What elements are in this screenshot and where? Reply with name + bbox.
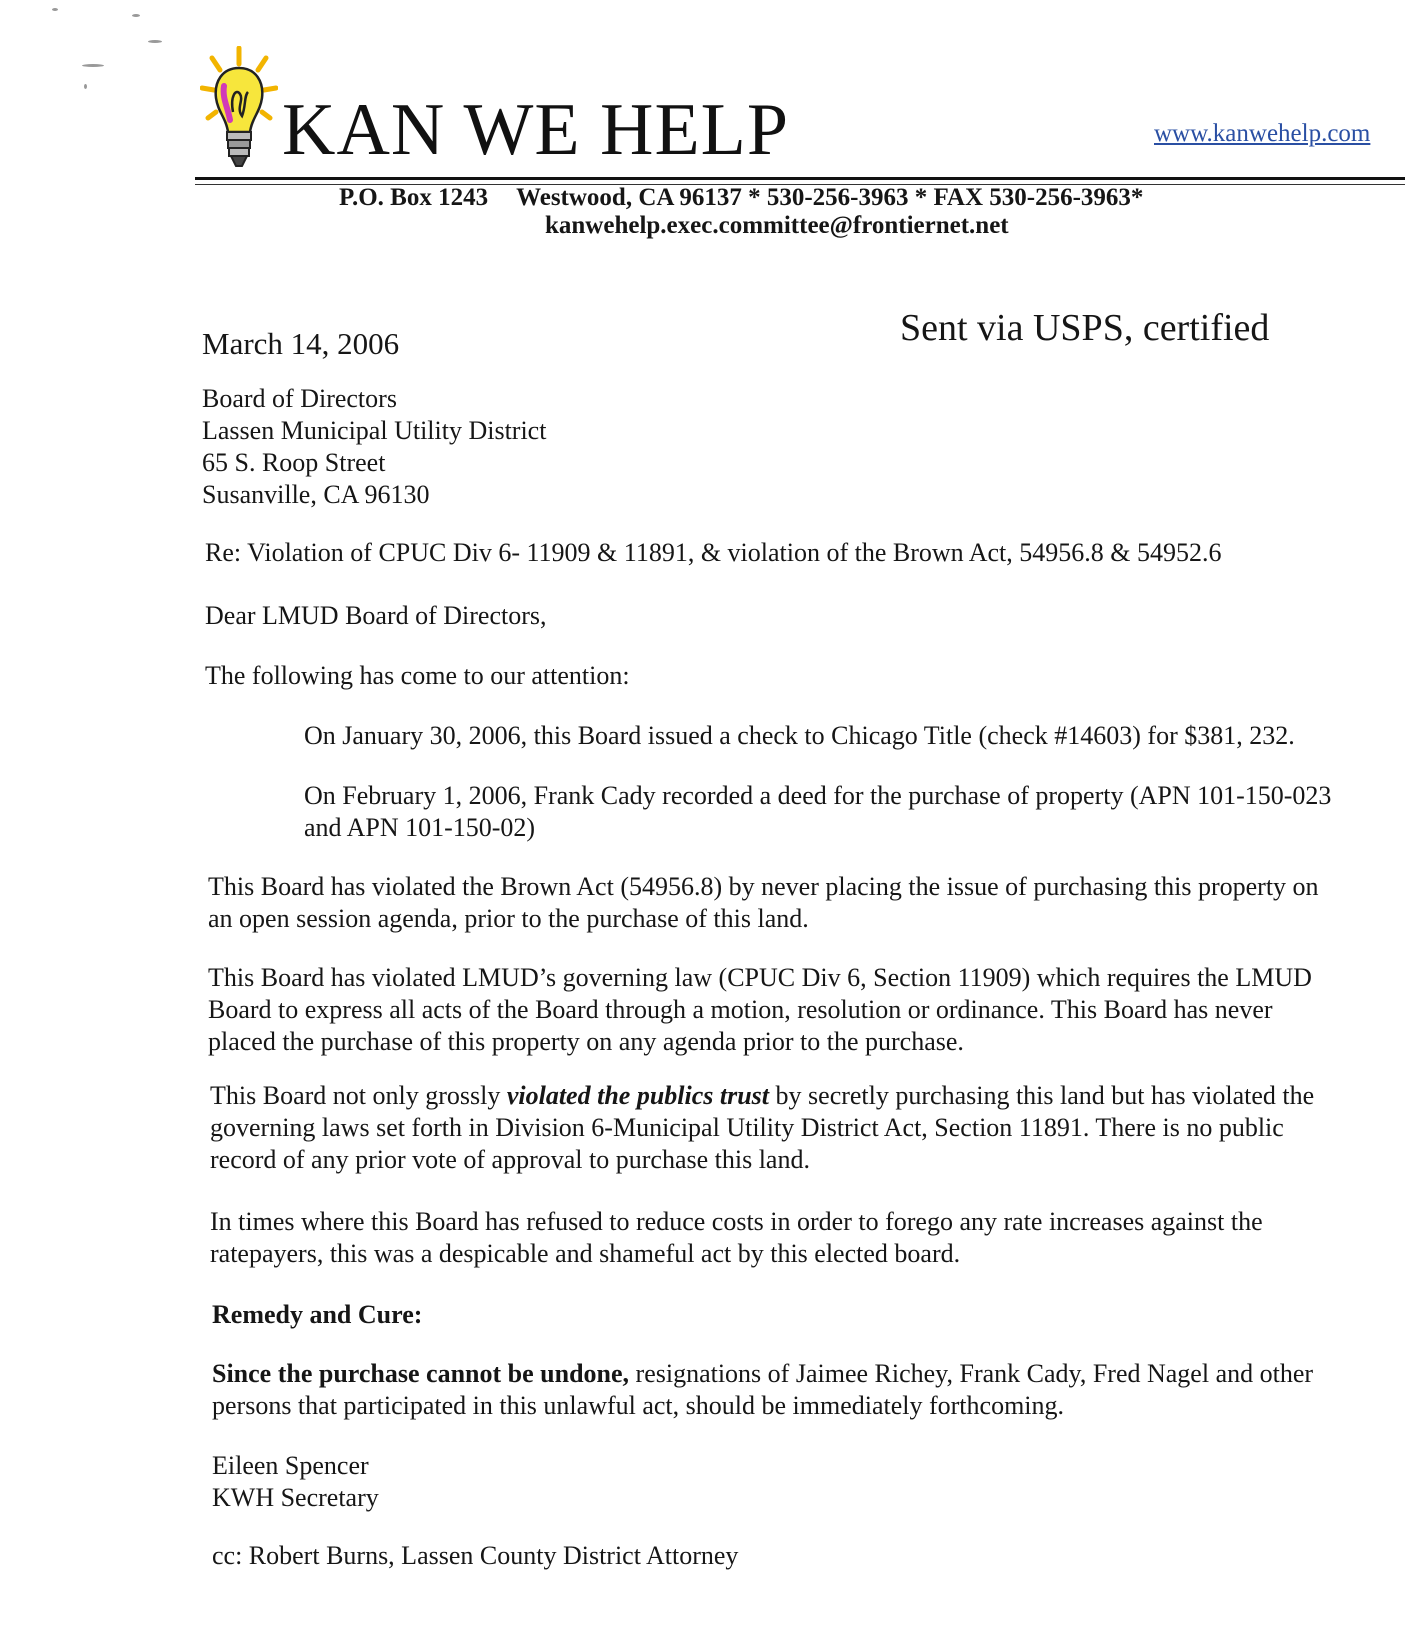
recipient-line: Board of Directors	[202, 384, 397, 413]
paragraph-line: Board to express all acts of the Board through a motion, resolution or ordinance. This Board has never	[208, 995, 1273, 1024]
letterhead-email: kanwehelp.exec.committee@frontiernet.net	[545, 212, 1009, 239]
paragraph-line: This Board has violated LMUD’s governing law (CPUC Div 6, Section 11909) which requires the LMUD	[208, 963, 1312, 992]
po-box: P.O. Box 1243	[339, 184, 489, 211]
fact-item	[304, 780, 1331, 844]
recipient-line: 65 S. Roop Street	[202, 448, 386, 477]
signer-name: Eileen Spencer	[212, 1451, 369, 1480]
letterhead-address	[339, 184, 1143, 212]
city-phone-fax: Westwood, CA 96137 * 530-256-3963 * FAX 530-256-3963*	[516, 184, 1144, 211]
salutation: Dear LMUD Board of Directors,	[205, 601, 547, 630]
scan-speck	[132, 14, 140, 17]
fact-line: On February 1, 2006, Frank Cady recorded a deed for the purchase of property (APN 101-150-023	[304, 781, 1332, 810]
delivery-note: Sent via USPS, certified	[900, 307, 1270, 349]
organization-name: KAN WE HELP	[282, 89, 790, 171]
website-link[interactable]: www.kanwehelp.com	[1154, 120, 1371, 147]
fact-line: and APN 101-150-02)	[304, 813, 536, 842]
recipient-line: Lassen Municipal Utility District	[202, 416, 547, 445]
letterhead-rule	[195, 177, 1405, 180]
paragraph-public-trust	[210, 1080, 1314, 1176]
paragraph-line	[212, 1358, 1313, 1390]
scan-speck	[148, 40, 162, 43]
paragraph-text: by secretly purchasing this land but has violated the	[769, 1081, 1315, 1110]
paragraph-line: In times where this Board has refused to reduce costs in order to forego any rate increases against the	[210, 1207, 1263, 1236]
intro-text: The following has come to our attention:	[205, 661, 630, 690]
cc-line: cc: Robert Burns, Lassen County District Attorney	[212, 1541, 739, 1570]
paragraph-line: placed the purchase of this property on any agenda prior to the purchase.	[208, 1027, 964, 1056]
remedy-bold-text: Since the purchase cannot be undone,	[212, 1359, 630, 1388]
lightbulb-icon	[200, 46, 278, 170]
paragraph-line	[210, 1080, 1314, 1112]
fact-item: On January 30, 2006, this Board issued a check to Chicago Title (check #14603) for $381, 232.	[304, 721, 1295, 750]
scan-speck	[82, 64, 104, 67]
paragraph-line: an open session agenda, prior to the purchase of this land.	[208, 904, 809, 933]
remedy-heading: Remedy and Cure:	[212, 1300, 423, 1329]
paragraph-line: persons that participated in this unlawful act, should be immediately forthcoming.	[212, 1391, 1065, 1420]
paragraph-governing-law	[208, 962, 1312, 1058]
signature-block	[212, 1450, 379, 1514]
subject-line: Re: Violation of CPUC Div 6- 11909 & 11891, & violation of the Brown Act, 54956.8 & 54952.6	[205, 538, 1222, 567]
scan-speck	[84, 84, 87, 89]
paragraph-brown-act	[208, 871, 1319, 935]
scan-speck	[52, 8, 58, 11]
paragraph-line: governing laws set forth in Division 6-Municipal Utility District Act, Section 11891. There is no public	[210, 1113, 1284, 1142]
remedy-paragraph	[212, 1358, 1313, 1422]
recipient-address	[202, 383, 546, 511]
paragraph-line: record of any prior vote of approval to purchase this land.	[210, 1145, 810, 1174]
signer-title: KWH Secretary	[212, 1483, 379, 1512]
recipient-line: Susanville, CA 96130	[202, 480, 430, 509]
emphasis-text: violated the publics trust	[506, 1081, 770, 1110]
paragraph-ratepayers	[210, 1206, 1263, 1270]
paragraph-text: resignations of Jaimee Richey, Frank Cady, Fred Nagel and other	[629, 1359, 1314, 1388]
letter-date: March 14, 2006	[202, 326, 400, 361]
paragraph-line: This Board has violated the Brown Act (54956.8) by never placing the issue of purchasing this property on	[208, 872, 1319, 901]
paragraph-text: This Board not only grossly	[210, 1081, 507, 1110]
paragraph-line: ratepayers, this was a despicable and shameful act by this elected board.	[210, 1239, 961, 1268]
